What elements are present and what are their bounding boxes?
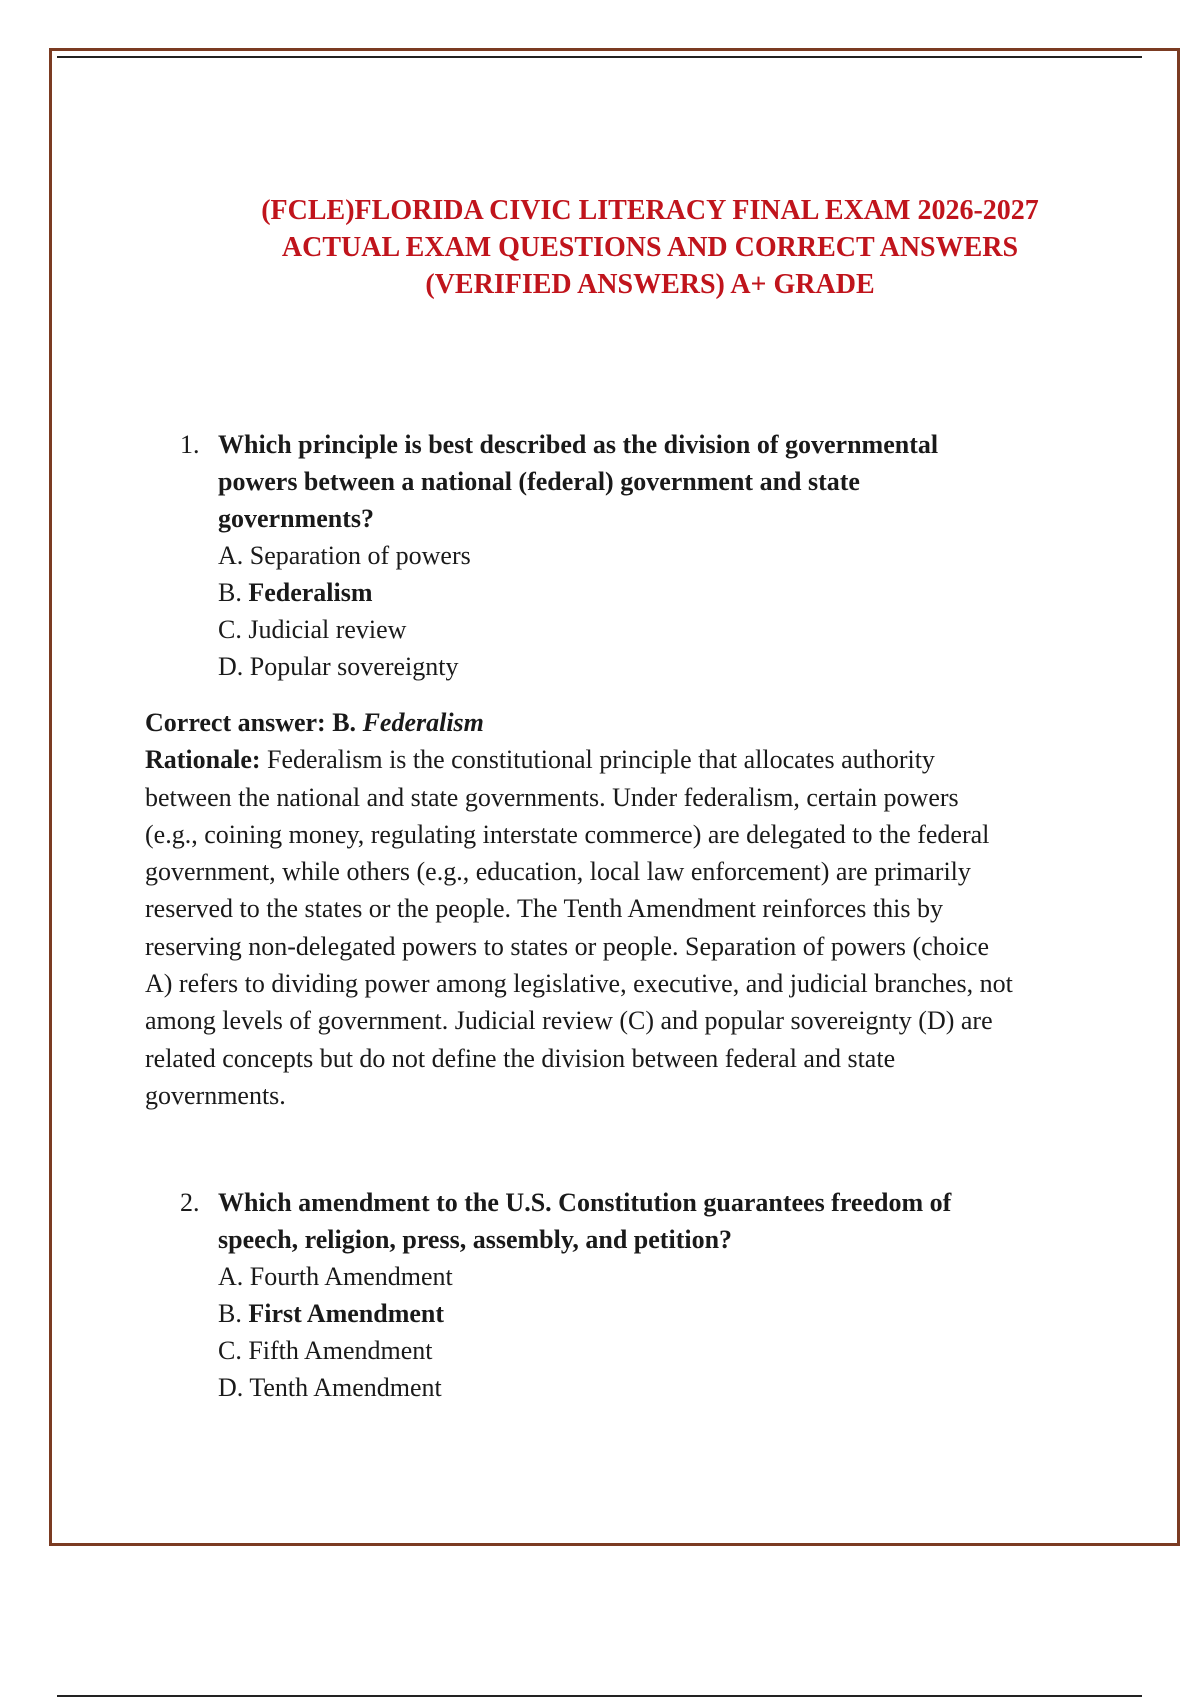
rationale-line: reserving non-delegated powers to states or people. Separation of powers (choice <box>145 931 989 961</box>
option-text: Popular sovereignty <box>249 652 459 681</box>
rationale-line: between the national and state governments. Under federalism, certain powers <box>145 782 959 812</box>
title-line-1: (FCLE)FLORIDA CIVIC LITERACY FINAL EXAM 2026-2027 <box>261 195 1039 226</box>
exam-title <box>150 192 1150 303</box>
option-letter: A. <box>218 1262 244 1291</box>
option-d <box>218 1369 1080 1406</box>
option-letter: B. <box>218 1299 242 1328</box>
rationale-text: Federalism is the constitutional principle that allocates authority <box>267 745 935 775</box>
option-c <box>218 1332 1080 1369</box>
option-a <box>218 537 1080 574</box>
rationale-line: governments. <box>145 1080 286 1110</box>
rationale-line: related concepts but do not define the division between federal and state <box>145 1043 896 1073</box>
rationale-line <box>145 741 1100 778</box>
question-text <box>218 1184 951 1258</box>
question-number: 1. <box>180 430 200 459</box>
question-number: 2. <box>180 1188 200 1217</box>
option-letter: C. <box>218 1336 242 1365</box>
option-b <box>218 1295 1080 1332</box>
option-text-correct: Federalism <box>248 578 373 607</box>
title-line-3: (VERIFIED ANSWERS) A+ GRADE <box>425 269 875 300</box>
correct-answer-letter: B. <box>332 708 357 737</box>
question-text-line: Which principle is best described as the division of governmental <box>218 430 939 459</box>
correct-answer-label: Correct answer: <box>145 708 326 737</box>
option-text-correct: First Amendment <box>248 1299 445 1328</box>
correct-answer-text: Federalism <box>362 708 484 737</box>
rationale-line: among levels of government. Judicial review (C) and popular sovereignty (D) are <box>145 1006 993 1036</box>
rationale-line: reserved to the states or the people. The Tenth Amendment reinforces this by <box>145 894 943 924</box>
option-text: Fifth Amendment <box>248 1336 433 1365</box>
title-line-2: ACTUAL EXAM QUESTIONS AND CORRECT ANSWERS <box>281 232 1019 263</box>
option-c <box>218 611 1080 648</box>
option-letter: D. <box>218 652 244 681</box>
option-b <box>218 574 1080 611</box>
question-text-line: governments? <box>218 504 374 533</box>
bottom-rule <box>57 1695 1142 1697</box>
option-letter: C. <box>218 615 242 644</box>
question-2 <box>180 1184 1080 1406</box>
rationale-label: Rationale: <box>145 745 261 775</box>
rationale-line: (e.g., coining money, regulating interstate commerce) are delegated to the federal <box>145 819 990 849</box>
question-text-line: Which amendment to the U.S. Constitution guarantees freedom of <box>218 1188 952 1217</box>
option-letter: B. <box>218 578 242 607</box>
question-text <box>218 426 938 537</box>
correct-answer <box>145 704 1100 741</box>
option-d <box>218 648 1080 685</box>
rationale-line: government, while others (e.g., education, local law enforcement) are primarily <box>145 857 971 887</box>
question-text-line: speech, religion, press, assembly, and petition? <box>218 1225 733 1254</box>
rationale-line: A) refers to dividing power among legislative, executive, and judicial branches, not <box>145 969 1013 999</box>
option-text: Fourth Amendment <box>249 1262 453 1291</box>
question-text-line: powers between a national (federal) government and state <box>218 467 860 496</box>
option-text: Separation of powers <box>249 541 471 570</box>
answer-rationale-1 <box>145 704 1100 1114</box>
option-letter: A. <box>218 541 244 570</box>
option-text: Tenth Amendment <box>249 1373 442 1402</box>
option-a <box>218 1258 1080 1295</box>
option-text: Judicial review <box>248 615 407 644</box>
top-rule <box>57 56 1142 58</box>
question-1 <box>180 426 1080 685</box>
option-letter: D. <box>218 1373 244 1402</box>
